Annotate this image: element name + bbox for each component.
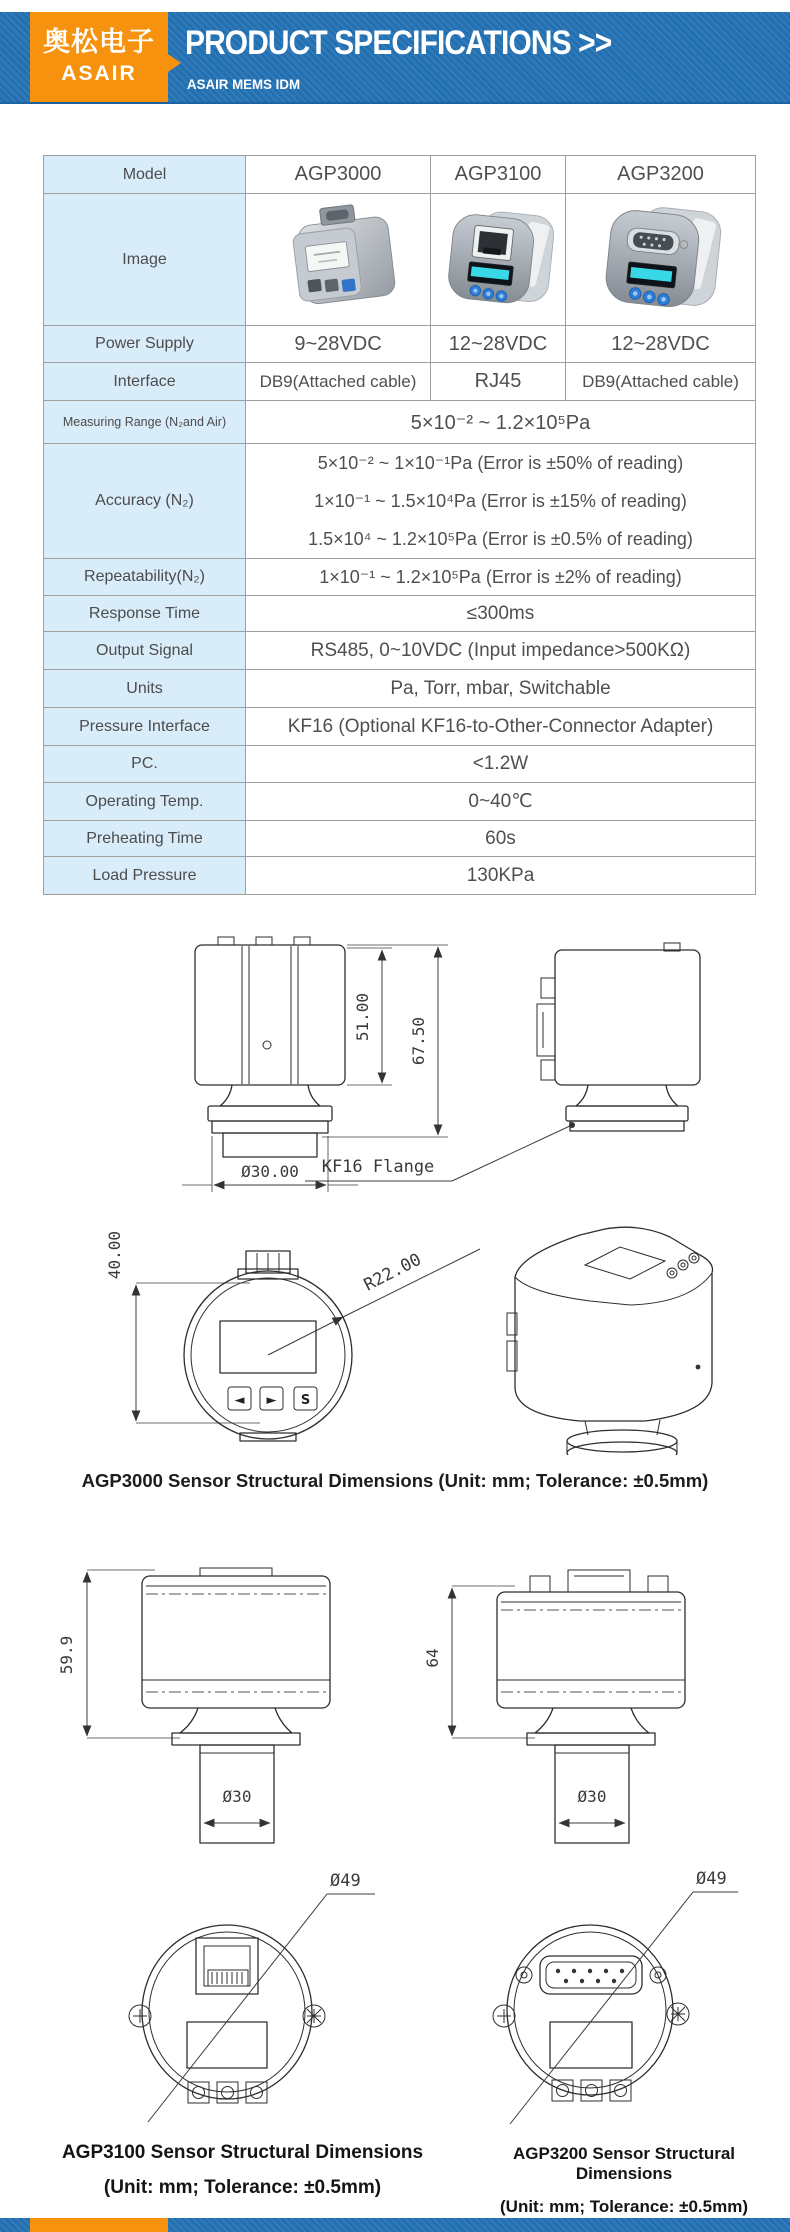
- value-measuring-range: 5×10⁻² ~ 1.2×10⁵Pa: [246, 401, 756, 444]
- agp3000-face-and-iso-drawing: [60, 1215, 730, 1455]
- value-power-agp3200: 12~28VDC: [566, 326, 756, 363]
- logo-english-text: ASAIR: [61, 61, 137, 85]
- value-model-agp3100: AGP3100: [431, 156, 566, 194]
- table-row-load-pressure: [44, 857, 756, 895]
- logo-chinese-text: 奥松电子: [43, 27, 155, 58]
- agp3100-caption-line1: AGP3100 Sensor Structural Dimensions: [61, 2142, 424, 2163]
- value-output-signal: RS485, 0~10VDC (Input impedance>500KΩ): [246, 632, 756, 670]
- label-measuring-range: Measuring Range (N₂and Air): [44, 401, 246, 444]
- table-row-output-signal: [44, 632, 756, 670]
- label-accuracy: Accuracy (N₂): [44, 444, 246, 559]
- value-preheating-time: 60s: [246, 821, 756, 857]
- page-title: PRODUCT SPECIFICATIONS >>: [185, 24, 612, 62]
- agp3000-side-view: [537, 943, 700, 1131]
- value-power-agp3000: 9~28VDC: [246, 326, 431, 363]
- label-preheating-time: Preheating Time: [44, 821, 246, 857]
- agp3000-elevation-drawing: [60, 900, 730, 1200]
- value-pressure-interface: KF16 (Optional KF16-to-Other-Connector Adapter): [246, 708, 756, 746]
- table-row-repeatability: [44, 559, 756, 596]
- footer-bar: [0, 2218, 790, 2232]
- dim-label-total-height: 67.50: [409, 1016, 428, 1066]
- value-accuracy: [246, 444, 756, 559]
- agp3200-caption-line2: (Unit: mm; Tolerance: ±0.5mm): [500, 2197, 748, 2216]
- label-pressure-interface: Pressure Interface: [44, 708, 246, 746]
- value-interface-agp3000: DB9(Attached cable): [246, 363, 431, 401]
- label-response-time: Response Time: [44, 596, 246, 632]
- value-repeatability: 1×10⁻¹ ~ 1.2×10⁵Pa (Error is ±2% of reading): [246, 559, 756, 596]
- dim-675: [322, 945, 448, 1137]
- logo-arrow-icon: [168, 54, 181, 72]
- value-pc: <1.2W: [246, 746, 756, 783]
- kf16-flange-label: KF16 Flange: [321, 1157, 435, 1177]
- label-interface: Interface: [44, 363, 246, 401]
- agp3000-product-photo: [258, 200, 418, 320]
- value-load-pressure: 130KPa: [246, 857, 756, 895]
- agp3000-isometric-view: [507, 1227, 713, 1455]
- dim-label-body-height: 51.00: [353, 992, 372, 1042]
- dim-r22: [268, 1249, 480, 1355]
- table-row-measuring-range: [44, 401, 756, 444]
- label-pc: PC.: [44, 746, 246, 783]
- label-power-supply: Power Supply: [44, 326, 246, 363]
- dim-label-agp3200-pipe-diameter: Ø30: [577, 1787, 607, 1806]
- value-power-agp3100: 12~28VDC: [431, 326, 566, 363]
- value-response-time: ≤300ms: [246, 596, 756, 632]
- agp3100-connector-face-view: [129, 1871, 375, 2122]
- agp3200-product-photo: [586, 200, 736, 320]
- table-row-model: [44, 156, 756, 194]
- agp3100-caption-line2: (Unit: mm; Tolerance: ±0.5mm): [103, 2177, 382, 2198]
- agp3100-agp3200-face-drawing: [30, 1850, 760, 2150]
- value-units: Pa, Torr, mbar, Switchable: [246, 670, 756, 708]
- value-interface-agp3200: DB9(Attached cable): [566, 363, 756, 401]
- dim-51: [347, 948, 392, 1085]
- label-units: Units: [44, 670, 246, 708]
- asair-logo: [30, 12, 168, 102]
- dim-label-agp3100-height: 59.9: [57, 1635, 76, 1675]
- table-row-interface: [44, 363, 756, 401]
- accuracy-range-2: 1×10⁻¹ ~ 1.5×10⁴Pa (Error is ±15% of reading): [314, 491, 687, 511]
- cell-image-agp3000: [246, 194, 431, 326]
- agp3000-front-view: [195, 937, 345, 1157]
- kf16-flange-callout: [305, 1122, 575, 1181]
- table-row-pressure-interface: [44, 708, 756, 746]
- accuracy-range-1: 5×10⁻² ~ 1×10⁻¹Pa (Error is ±50% of reading): [317, 453, 684, 473]
- agp3100-caption: [15, 2142, 470, 2199]
- page-subtitle: ASAIR MEMS IDM: [187, 76, 301, 92]
- agp3000-round-face-view: [184, 1251, 352, 1441]
- table-row-accuracy: [44, 444, 756, 559]
- agp3100-product-photo: [433, 200, 565, 320]
- table-row-response-time: [44, 596, 756, 632]
- agp3200-connector-face-view: [493, 1869, 738, 2124]
- label-output-signal: Output Signal: [44, 632, 246, 670]
- table-row-pc: [44, 746, 756, 783]
- table-row-power-supply: [44, 326, 756, 363]
- dim-label-agp3100-pipe-diameter: Ø30: [222, 1787, 252, 1806]
- dim-label-face-height: 40.00: [105, 1230, 124, 1280]
- agp3200-caption: [468, 2144, 780, 2217]
- value-model-agp3200: AGP3200: [566, 156, 756, 194]
- table-row-operating-temp: [44, 783, 756, 821]
- agp3100-front-view: [57, 1568, 330, 1843]
- agp3100-agp3200-elevation-drawing: [30, 1530, 760, 1850]
- header-banner: [0, 12, 790, 104]
- value-model-agp3000: AGP3000: [246, 156, 431, 194]
- footer-accent-block: [30, 2218, 168, 2232]
- table-row-image: [44, 194, 756, 326]
- panel-button-set-icon: S: [300, 1393, 311, 1408]
- cell-image-agp3100: [431, 194, 566, 326]
- value-interface-agp3100: RJ45: [431, 363, 566, 401]
- agp3200-front-view: [423, 1570, 685, 1843]
- dim-label-face-radius: R22.00: [360, 1249, 425, 1296]
- value-operating-temp: 0~40℃: [246, 783, 756, 821]
- label-operating-temp: Operating Temp.: [44, 783, 246, 821]
- dim-label-flange-diameter: Ø30.00: [241, 1162, 299, 1181]
- spec-table: [43, 155, 756, 895]
- table-row-units: [44, 670, 756, 708]
- label-repeatability: Repeatability(N₂): [44, 559, 246, 596]
- panel-button-right-icon: ►: [266, 1393, 277, 1408]
- accuracy-range-3: 1.5×10⁴ ~ 1.2×10⁵Pa (Error is ±0.5% of reading): [308, 529, 693, 549]
- agp3000-caption: AGP3000 Sensor Structural Dimensions (Unit: mm; Tolerance: ±0.5mm): [81, 1470, 709, 1491]
- panel-button-left-icon: ◄: [234, 1393, 245, 1408]
- dim-label-agp3100-face-diameter: Ø49: [330, 1871, 361, 1891]
- cell-image-agp3200: [566, 194, 756, 326]
- label-model: Model: [44, 156, 246, 194]
- agp3200-caption-line1: AGP3200 Sensor Structural Dimensions: [512, 2144, 736, 2183]
- label-image: Image: [44, 194, 246, 326]
- dim-label-agp3200-height: 64: [423, 1648, 442, 1668]
- label-load-pressure: Load Pressure: [44, 857, 246, 895]
- dim-label-agp3200-face-diameter: Ø49: [696, 1869, 727, 1889]
- table-row-preheating-time: [44, 821, 756, 857]
